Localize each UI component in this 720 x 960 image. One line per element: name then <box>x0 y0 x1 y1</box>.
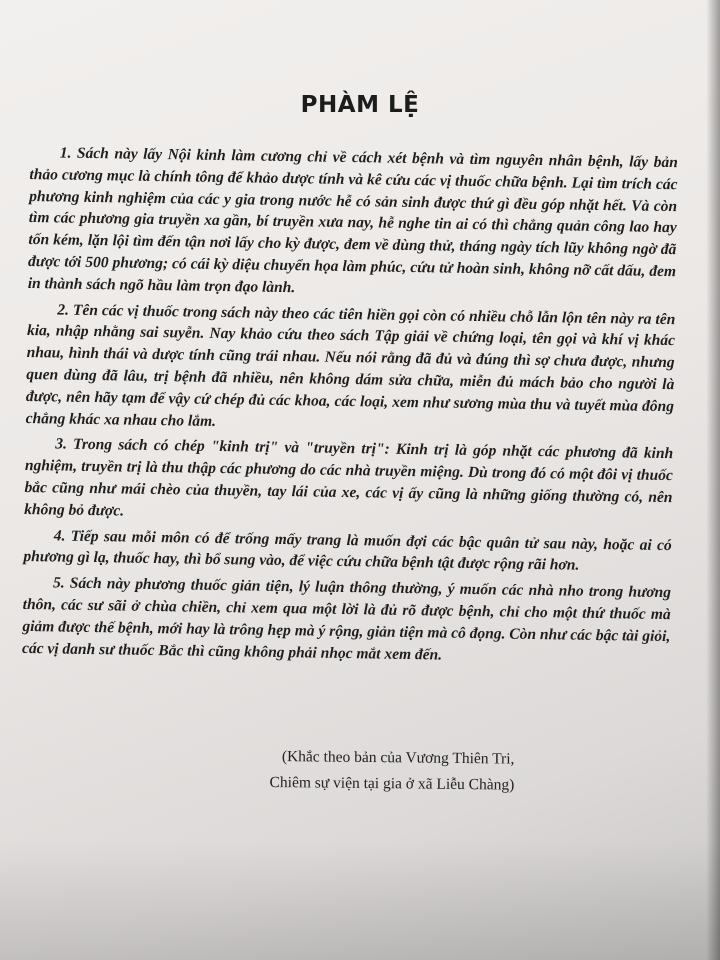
page-edge <box>706 0 720 960</box>
body-text <box>22 142 678 673</box>
signature-line-1: (Khắc theo bản của Vương Thiên Tri, <box>281 748 515 768</box>
paragraph-4: 4. Tiếp sau mỗi môn có để trống mấy trang là muốn đợi các bậc quân tử sau này, hoặc ai có phương gì lạ, thuốc hay, thì bổ sung vào, để việc cứu chữa bệnh tật được rộng rãi hơn. <box>23 526 672 575</box>
paragraph-5: 5. Sách này phương thuốc giản tiện, lý luận thông thường, ý muốn các nhà nho trong hương thôn, các sư sãi ở chùa chiền, chỉ xem qua một lời là đủ rõ được bệnh, chỉ cho một thứ thuốc mà giảm được thế bệnh, mới hay là trông hẹp mà ý rộng, giản tiện mà cô đọng. Còn như các bậc tài giỏi, các vị danh sư thuốc Bắc thì cũng không phải nhọc mắt xem đến. <box>21 574 672 664</box>
paragraph-1: 1. Sách này lấy Nội kinh làm cương chỉ về cách xét bệnh và tìm nguyên nhân bệnh, lấy bản thảo cương mục là chính tông để khảo dược tính và kê cứu các vị thuốc chữa bệnh. Lại tìm trích các phương kinh nghiệm của các y gia trong nước hễ có sản sinh được thứ gì đều góp nhặt hết. Và còn tìm các phương gia truyền xa gần, bí truyền xưa nay, hễ nghe tin ai có thì chẳng quản công lao hay tốn kém, lặn lội tìm đến tận nơi lấy cho kỳ được, đem về dùng thử, tháng ngày tích lũy không ngờ đã được tới 500 phương; có cái kỳ diệu chuyển họa làm phúc, cứu tử hoàn sinh, không nỡ cất dấu, đem in thành sách ngõ hầu làm trọn đạo lành. <box>27 144 678 296</box>
signature-line-2: Chiêm sự viện tại gia ở xã Liễu Chàng) <box>269 773 515 794</box>
signature-block <box>269 744 650 800</box>
paragraph-3: 3. Trong sách có chép "kinh trị" và "truyền trị": Kinh trị là góp nhặt các phương đã kinh nghiệm, truyền trị là thu thập các phương do các nhà truyền miệng. Dù trong đó có một đôi vị thuốc bắc cũng như mái chèo của thuyền, tay lái của xe, các vị ấy cũng là những giống thường có, nên không bỏ được. <box>24 435 674 520</box>
page-shadow <box>0 840 720 960</box>
page-title: PHÀM LỆ <box>300 92 420 118</box>
paragraph-2: 2. Tên các vị thuốc trong sách này theo các tiên hiền gọi còn có nhiều chỗ lẫn lộn tên này ra tên kia, nhập nhằng sai suyễn. Nay khảo cứu theo sách Tập giải về chứng loại, tên gọi và khí vị khác nhau, hình thái và dược tính cũng trái nhau. Nếu nói rằng đã đủ và đúng thì sợ chưa được, nhưng quen dùng đã lâu, trị bệnh đã nhiều, nên không dám sửa chữa, miễn đủ mách bảo cho người là được, nên hãy tạm để vậy cứ chép đủ các khoa, các loại, xem như sương mùa thu và tuyết mùa đông chẳng khác xa nhau cho lắm. <box>25 301 676 430</box>
